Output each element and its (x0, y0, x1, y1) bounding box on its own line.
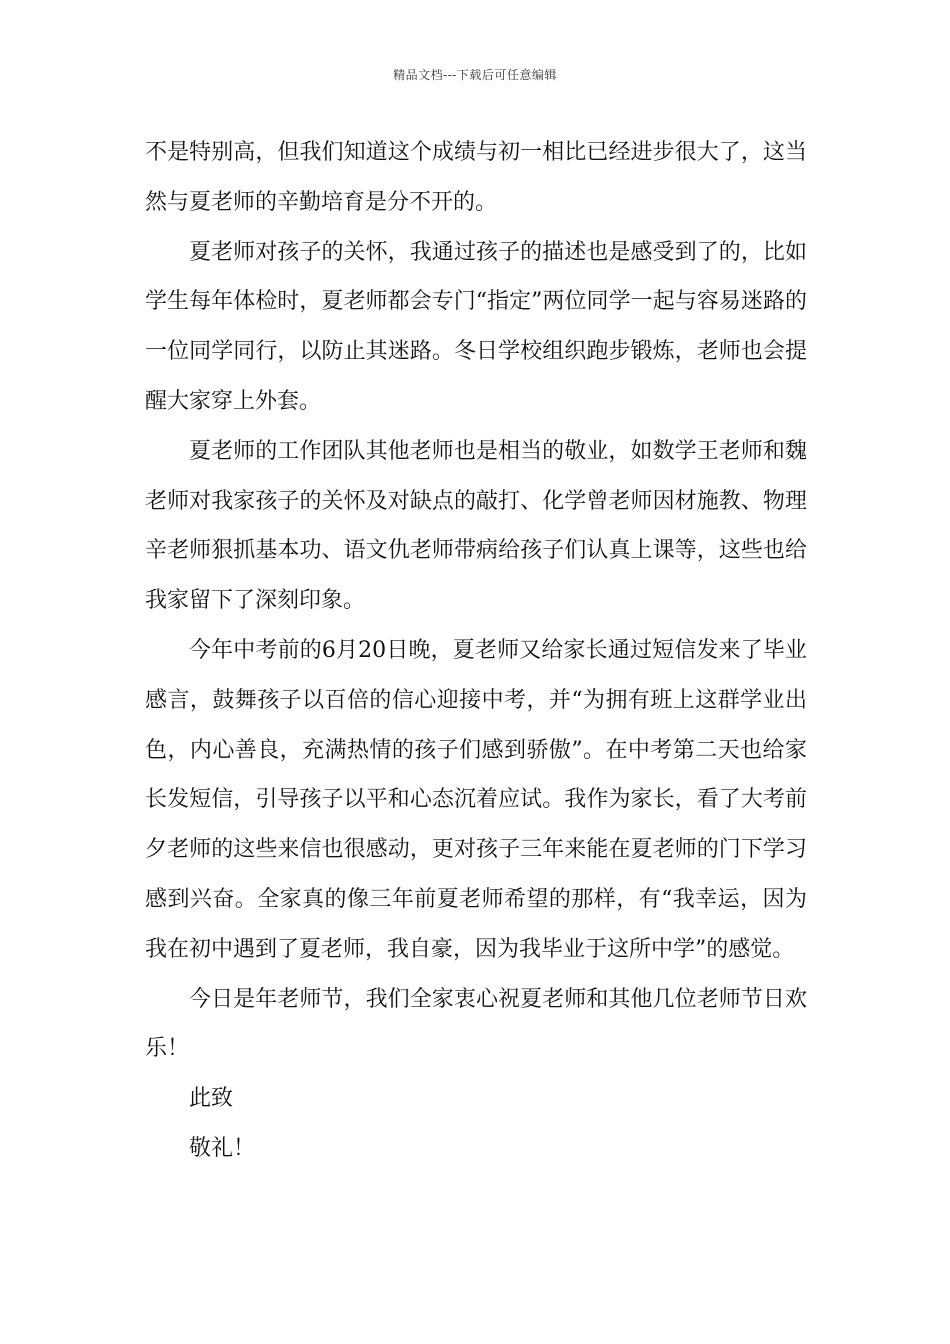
paragraph-continuation: 不是特别高，但我们知道这个成绩与初一相比已经进步很大了，这当然与夏老师的辛勤培育是分不开的。 (145, 140, 807, 215)
paragraph-teachers-day-wish: 今日是年老师节，我们全家衷心祝夏老师和其他几位老师节日欢乐！ (145, 986, 807, 1062)
paragraph-teaching-team: 夏老师的工作团队其他老师也是相当的敬业，如数学王老师和魏老师对我家孩子的关怀及对缺点的敲打、化学曾老师因材施教、物理辛老师狠抓基本功、语文仇老师带病给孩子们认真上课等，这些也给我家留下了深刻印象。 (145, 438, 807, 614)
closing-regards: 敬礼！ (189, 1135, 256, 1161)
page-header: 精品文档---下载后可任意编辑 (393, 68, 557, 82)
closing-salutation: 此致 (189, 1086, 234, 1112)
paragraph-graduation-message: 今年中考前的6月20日晚，夏老师又给家长通过短信发来了毕业感言，鼓舞孩子以百倍的信心迎接中考，并“为拥有班上这群学业出色，内心善良，充满热情的孩子们感到骄傲”。在中考第二天也给家长发短信，引导孩子以平和心态沉着应试。我作为家长，看了大考前夕老师的这些来信也很感动，更对孩子三年来能在夏老师的门下学习感到兴奋。全家真的像三年前夏老师希望的那样，有“我幸运，因为我在初中遇到了夏老师，我自豪，因为我毕业于这所中学”的感觉。 (145, 637, 807, 962)
paragraph-teacher-care: 夏老师对孩子的关怀，我通过孩子的描述也是感受到了的，比如学生每年体检时，夏老师都会专门“指定”两位同学一起与容易迷路的一位同学同行，以防止其迷路。冬日学校组织跑步锻炼，老师也会提醒大家穿上外套。 (145, 239, 807, 414)
letter-body (145, 128, 807, 1174)
